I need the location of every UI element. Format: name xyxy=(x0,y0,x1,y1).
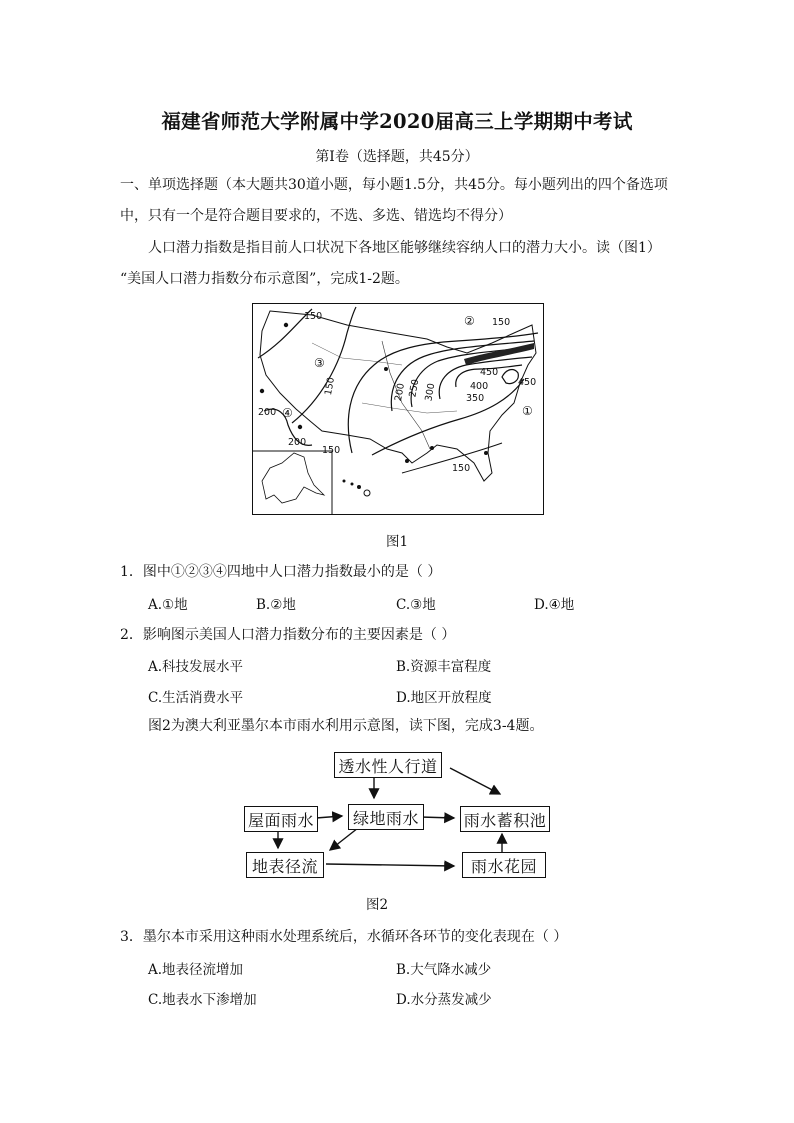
surface-runoff-box: 地表径流 xyxy=(246,852,324,878)
permeable-sidewalk-box: 透水性人行道 xyxy=(334,752,442,778)
isoline-label: 350 xyxy=(466,393,485,404)
question-1-option-d[interactable]: D.④地 xyxy=(534,597,575,613)
rainwater-tank-box: 雨水蓄积池 xyxy=(460,806,550,832)
question-2-option-a[interactable]: A.科技发展水平 xyxy=(148,659,244,675)
question-1-option-c[interactable]: C.③地 xyxy=(396,597,436,613)
location-marker-2: ② xyxy=(464,314,475,328)
question-3-option-a[interactable]: A.地表径流增加 xyxy=(148,962,244,978)
rainwater-flow-diagram xyxy=(238,748,558,888)
intro-line1: 人口潜力指数是指目前人口状况下各地区能够继续容纳人口的潜力大小。读（图1） xyxy=(148,240,661,256)
intro-line2: “美国人口潜力指数分布示意图”，完成1-2题。 xyxy=(120,271,409,287)
isoline-label: 450 xyxy=(480,367,499,378)
location-marker-3: ③ xyxy=(314,356,325,370)
intro2: 图2为澳大利亚墨尔本市雨水利用示意图，读下图，完成3-4题。 xyxy=(148,718,544,734)
isoline-label: 150 xyxy=(323,376,338,397)
isoline-label: 250 xyxy=(407,378,422,399)
isoline-label: 400 xyxy=(470,381,489,392)
isoline-label: 450 xyxy=(518,377,537,388)
isoline-label: 150 xyxy=(322,445,341,456)
location-marker-1: ① xyxy=(522,404,533,418)
rain-garden-box: 雨水花园 xyxy=(462,852,546,878)
location-marker-4: ④ xyxy=(282,406,293,420)
question-3-stem: 3．墨尔本市采用这种雨水处理系统后，水循环各环节的变化表现在（ ） xyxy=(120,929,568,945)
section-instruction-line2: 中，只有一个是符合题目要求的，不选、多选、错选均不得分） xyxy=(120,208,512,224)
isoline-label: 200 xyxy=(258,407,277,418)
figure1-caption: 图1 xyxy=(386,534,409,550)
question-2-option-d[interactable]: D.地区开放程度 xyxy=(396,690,492,706)
isoline-label: 300 xyxy=(423,382,438,403)
question-2-stem: 2．影响图示美国人口潜力指数分布的主要因素是（ ） xyxy=(120,627,456,643)
isoline-label: 150 xyxy=(304,311,323,322)
us-population-potential-map xyxy=(252,303,544,515)
exam-title: 福建省师范大学附属中学2020届高三上学期期中考试 xyxy=(161,110,633,133)
green-space-rainwater-box: 绿地雨水 xyxy=(348,804,424,830)
isoline-label: 150 xyxy=(452,463,471,474)
question-3-option-d[interactable]: D.水分蒸发减少 xyxy=(396,992,492,1008)
isoline-label: 200 xyxy=(288,437,307,448)
isoline-label: 200 xyxy=(393,382,408,403)
roof-rainwater-box: 屋面雨水 xyxy=(244,806,318,832)
section-subtitle: 第Ⅰ卷（选择题，共45分） xyxy=(315,149,479,165)
section-instruction-line1: 一、单项选择题（本大题共30道小题，每小题1.5分，共45分。每小题列出的四个备选项 xyxy=(120,177,668,193)
question-1-option-a[interactable]: A.①地 xyxy=(148,597,188,613)
question-3-option-b[interactable]: B.大气降水减少 xyxy=(396,962,492,978)
question-2-option-b[interactable]: B.资源丰富程度 xyxy=(396,659,492,675)
question-1-option-b[interactable]: B.②地 xyxy=(256,597,296,613)
figure2-caption: 图2 xyxy=(366,897,389,913)
question-2-option-c[interactable]: C.生活消费水平 xyxy=(148,690,244,706)
question-1-stem: 1．图中①②③④四地中人口潜力指数最小的是（ ） xyxy=(120,564,442,580)
question-3-option-c[interactable]: C.地表水下渗增加 xyxy=(148,992,257,1008)
isoline-label: 150 xyxy=(492,317,511,328)
